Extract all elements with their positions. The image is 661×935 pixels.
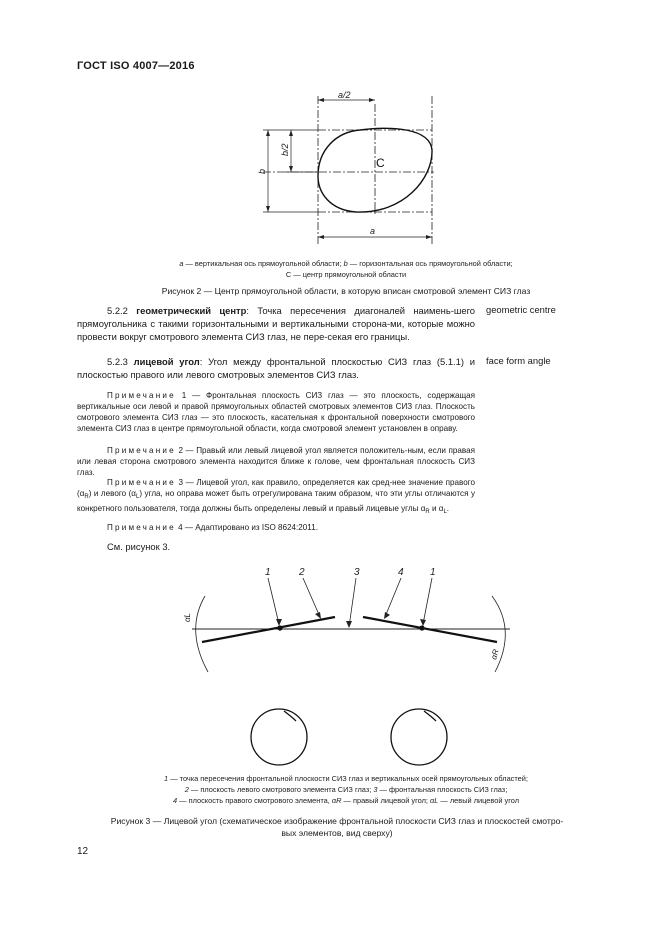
figure-3-caption: Рисунок 3 — Лицевой угол (схематическое изображение фронтальной плоскости СИЗ глаз и плоскостей смотро- вых элементов, вид сверху) bbox=[110, 816, 564, 838]
leader-1-right bbox=[423, 578, 432, 624]
figure-2-legend: a — вертикальная ось прямоугольной области; b — горизонтальная ось прямоугольной области; C — центр прямоугольной области bbox=[179, 259, 513, 279]
intersection-point-left bbox=[277, 625, 282, 630]
leader-2 bbox=[303, 578, 320, 617]
callout-3: 3 bbox=[354, 567, 360, 578]
term-en-geometric-centre: geometric centre bbox=[486, 304, 556, 315]
callout-1-left: 1 bbox=[265, 567, 271, 578]
eye-right bbox=[391, 709, 447, 765]
label-b: b bbox=[257, 168, 267, 174]
intersection-point-right bbox=[419, 625, 424, 630]
left-lens-plane bbox=[202, 617, 335, 642]
callout-4: 4 bbox=[398, 567, 404, 578]
leader-1-left bbox=[268, 578, 279, 624]
label-half-a: a/2 bbox=[338, 90, 351, 100]
label-half-b: b/2 bbox=[280, 143, 290, 156]
callout-2: 2 bbox=[299, 567, 305, 578]
label-alpha-l: αL bbox=[183, 612, 192, 622]
eye-left bbox=[251, 709, 307, 765]
page-number: 12 bbox=[77, 846, 89, 857]
note-4: Примечание 4 — Адаптировано из ISO 8624:2011. bbox=[107, 523, 318, 532]
section-5-2-2: 5.2.2 геометрический центр: Точка пересечения диагоналей наимень-шего прямоугольника с такими горизонтальными и вертикальными сторона-ми, которые можно провести вокруг смотрового элемента СИЗ глаз, не пере-секая его границы. bbox=[77, 305, 476, 342]
angle-arc-left bbox=[196, 596, 208, 672]
label-alpha-r: αR bbox=[489, 648, 501, 661]
label-center-c: C bbox=[376, 156, 385, 170]
leader-4 bbox=[385, 578, 401, 617]
eye-left-notch bbox=[284, 711, 296, 721]
eye-right-notch bbox=[424, 711, 436, 721]
note-2: Примечание 2 — Правый или левый лицевой угол является положитель-ным, если правая или левая сторона смотрового элемента находится ближе к голове, чем фронтальная плоскость СИЗ глаз. bbox=[77, 446, 476, 477]
standard-title: ГОСТ ISO 4007—2016 bbox=[77, 60, 195, 72]
angle-arc-right bbox=[492, 596, 505, 672]
label-a: a bbox=[370, 226, 376, 236]
figure-2-caption: Рисунок 2 — Центр прямоугольной области, в которую вписан смотровой элемент СИЗ глаз bbox=[161, 286, 531, 296]
callout-1-right: 1 bbox=[430, 567, 436, 578]
figure-3-legend: 1 — точка пересечения фронтальной плоскости СИЗ глаз и вертикальных осей прямоугольных областей; 2 — плоскость левого смотрового элемента СИЗ глаз; 3 — фронтальная плоскость СИЗ глаз; 4 — плоскость правого смотрового элемента, αR — правый лицевой угол; αL — левый лицевой угол bbox=[164, 774, 528, 805]
note-1: Примечание 1 — Фронтальная плоскость СИЗ глаз — это плоскость, содержащая вертикальные оси левой и правой прямоугольных областей смотровых элементов СИЗ глаз. Плоскость смотрового элемента СИЗ глаз — это плоскость, касательная к фронтальной поверхности смотрового элемента СИЗ глаз в центре прямоугольной области, когда смотровой элемент установлен в оправу. bbox=[77, 391, 475, 433]
note-3: Примечание 3 — Лицевой угол, как правило, определяется как сред-нее значение правого $(\alpha_R)$ и левого $(\alpha_L)$ угла, но оправа может быть отрегулирована таким образом, что эти углы отличаются у конкретного пользователя, тогда должны быть определены левый и правый лицевые углы $\alpha_R$ и $\alpha_L$. bbox=[77, 478, 476, 515]
leader-3 bbox=[349, 578, 356, 627]
section-5-2-3: 5.2.3 лицевой угол: Угол между фронтальной плоскостью СИЗ глаз (5.1.1) и плоскостью правого или левого смотровых элементов СИЗ глаз. bbox=[77, 356, 475, 380]
term-en-face-form-angle: face form angle bbox=[486, 355, 551, 366]
see-figure-3: См. рисунок 3. bbox=[107, 541, 171, 552]
right-lens-plane bbox=[363, 617, 497, 642]
